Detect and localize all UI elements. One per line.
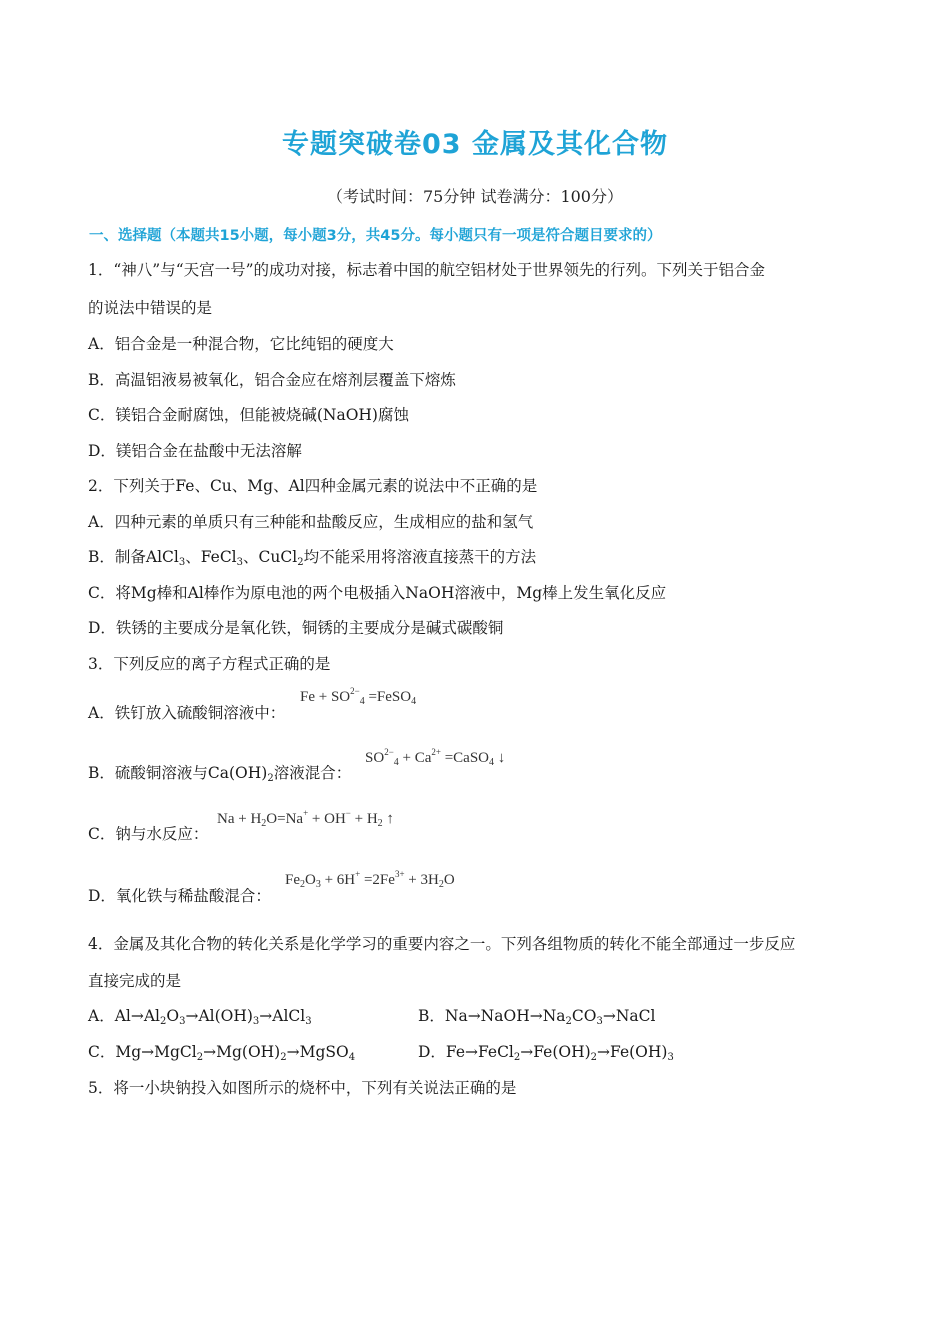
q1-option-d: D．镁铝合金在盐酸中无法溶解: [88, 442, 302, 460]
q5-stem: 5．将一小块钠投入如图所示的烧杯中，下列有关说法正确的是: [88, 1079, 517, 1097]
q2-stem: 2．下列关于Fe、Cu、Mg、Al四种金属元素的说法中不正确的是: [88, 477, 538, 495]
q4-stem-line2: 直接完成的是: [88, 972, 182, 990]
q4-option-a: A．$Al\to Al_2O_3\to Al(OH)_3\to AlCl_3$: [88, 1007, 312, 1027]
q4-option-d: D．$Fe\to FeCl_2\to Fe(OH)_2\to Fe(OH)_3$: [418, 1043, 674, 1063]
q4-option-c: C．$Mg\to MgCl_2\to Mg(OH)_2\to MgSO_4$: [88, 1043, 356, 1063]
q3-option-b-label: B．硫酸铜溶液与$Ca(OH)_2$溶液混合：: [88, 764, 352, 784]
q2-option-b: B．制备AlCl$_3$、FeCl$_3$、CuCl$_2$均不能采用将溶液直接蒸干的方法: [88, 548, 537, 568]
q1-stem-line2: 的说法中错误的是: [88, 299, 213, 317]
q3-option-c-label: C．钠与水反应：: [88, 825, 209, 843]
q2-option-c: C．将Mg棒和Al棒作为原电池的两个电极插入NaOH溶液中，Mg棒上发生氧化反应: [88, 584, 667, 602]
q2-option-d: D．铁锈的主要成分是氧化铁，铜锈的主要成分是碱式碳酸铜: [88, 619, 504, 637]
q3-option-d-equation: $Fe_2O_3 + 6H^+ =2Fe^{3+} + 3H_2O$: [285, 869, 455, 890]
q3-option-b-equation: $SO^{2-}_4 + Ca^{2+}$ =CaSO$_4$ ↓: [365, 747, 506, 768]
q1-option-c: C．镁铝合金耐腐蚀，但能被烧碱(NaOH)腐蚀: [88, 406, 409, 424]
q1-option-b: B．高温铝液易被氧化，铝合金应在熔剂层覆盖下熔炼: [88, 371, 456, 389]
q1-stem-line1: 1．“神八”与“天宫一号”的成功对接，标志着中国的航空铝材处于世界领先的行列。下列关于铝合金: [88, 261, 766, 279]
q4-option-b: B．$Na\to NaOH\to Na_2CO_3\to NaCl$: [418, 1007, 656, 1027]
q2-option-a: A．四种元素的单质只有三种能和盐酸反应，生成相应的盐和氢气: [88, 513, 534, 531]
q3-option-c-equation: $Na + H_2O=Na^+ + OH^- + H_2$ ↑: [217, 808, 394, 829]
section-heading: 一、选择题（本题共15小题，每小题3分，共45分。每小题只有一项是符合题目要求的）: [89, 228, 662, 244]
q3-option-d-label: D．氧化铁与稀盐酸混合：: [88, 887, 271, 905]
page-title: 专题突破卷03 金属及其化合物: [282, 129, 668, 160]
exam-info: （考试时间：75分钟 试卷满分：100分）: [327, 187, 623, 206]
q3-option-a-equation: $Fe + SO^{2-}_4$ =FeSO$_4$: [300, 686, 417, 707]
q3-option-a-label: A．铁钉放入硫酸铜溶液中：: [88, 704, 286, 722]
q3-stem: 3．下列反应的离子方程式正确的是: [88, 655, 331, 673]
q1-option-a: A．铝合金是一种混合物，它比纯铝的硬度大: [88, 335, 394, 353]
q4-stem-line1: 4．金属及其化合物的转化关系是化学学习的重要内容之一。下列各组物质的转化不能全部通过一步反应: [88, 935, 796, 953]
